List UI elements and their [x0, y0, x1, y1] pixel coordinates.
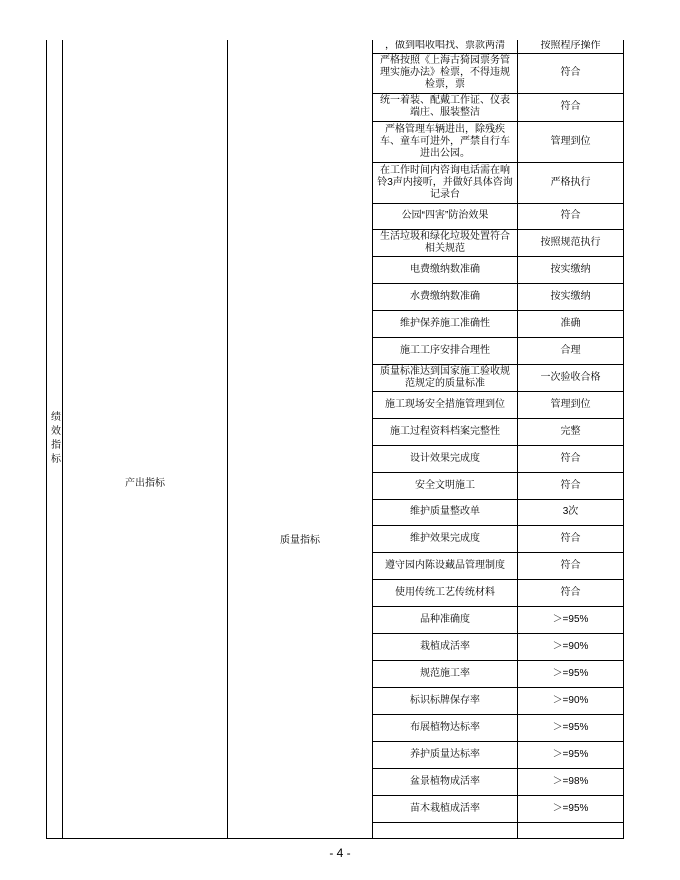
indicator-cell: 苗木栽植成活率 — [373, 795, 518, 822]
value-cell: ＞=95% — [518, 714, 624, 741]
indicator-cell: 使用传统工艺传统材料 — [373, 579, 518, 606]
indicator-cell: 安全文明施工 — [373, 472, 518, 499]
table-row — [47, 40, 624, 53]
indicator-cell: 统一着装、配戴工作证、仪表端庄、服装整洁 — [373, 93, 518, 121]
value-cell: 按照规范执行 — [518, 229, 624, 256]
value-cell: ＞=90% — [518, 687, 624, 714]
category-cell-quality — [228, 40, 373, 838]
indicator-cell: 规范施工率 — [373, 660, 518, 687]
quality-indicator-label: 质量指标 — [280, 535, 320, 547]
value-cell: 按照程序操作 — [518, 40, 624, 53]
indicator-cell: 严格管理车辆进出，除残疾车、童车可进外，严禁自行车进出公园。 — [373, 121, 518, 162]
value-cell — [518, 822, 624, 838]
indicator-cell: 电费缴纳数准确 — [373, 256, 518, 283]
value-cell: 管理到位 — [518, 121, 624, 162]
value-cell: ＞=95% — [518, 606, 624, 633]
indicator-cell: 标识标牌保存率 — [373, 687, 518, 714]
value-cell: 按实缴纳 — [518, 283, 624, 310]
value-cell: ＞=95% — [518, 660, 624, 687]
indicator-cell: ，做到唱收唱找、票款两清 — [373, 40, 518, 53]
value-cell: 符合 — [518, 203, 624, 229]
indicator-cell: 公园“四害”防治效果 — [373, 203, 518, 229]
indicator-cell: 水费缴纳数准确 — [373, 283, 518, 310]
category-cell-output — [63, 40, 228, 838]
indicator-cell: 栽植成活率 — [373, 633, 518, 660]
indicator-cell: 在工作时间内咨询电话需在响铃3声内接听，并做好具体咨询记录台 — [373, 162, 518, 203]
indicator-cell: 施工现场安全措施管理到位 — [373, 391, 518, 418]
value-cell: 完整 — [518, 418, 624, 445]
indicator-cell: 品种准确度 — [373, 606, 518, 633]
value-cell: 符合 — [518, 472, 624, 499]
indicator-cell: 施工过程资料档案完整性 — [373, 418, 518, 445]
indicator-cell: 布展植物达标率 — [373, 714, 518, 741]
value-cell: 3次 — [518, 499, 624, 525]
indicator-cell: 生活垃圾和绿化垃圾处置符合相关规范 — [373, 229, 518, 256]
indicator-cell: 施工工序安排合理性 — [373, 337, 518, 364]
value-cell: ＞=95% — [518, 795, 624, 822]
value-cell: 符合 — [518, 552, 624, 579]
indicator-cell: 盆景植物成活率 — [373, 768, 518, 795]
page-number: - 4 - — [329, 846, 351, 860]
value-cell: ＞=90% — [518, 633, 624, 660]
value-cell: 合理 — [518, 337, 624, 364]
indicator-cell: 维护保养施工准确性 — [373, 310, 518, 337]
indicator-cell: 严格按照《上海古猗园票务管理实施办法》检票，不得违规检票，票 — [373, 53, 518, 93]
indicator-cell — [373, 822, 518, 838]
category-cell-performance — [47, 40, 63, 838]
value-cell: 符合 — [518, 579, 624, 606]
value-cell: 准确 — [518, 310, 624, 337]
value-cell: ＞=98% — [518, 768, 624, 795]
value-cell: 一次验收合格 — [518, 364, 624, 391]
value-cell: 符合 — [518, 525, 624, 552]
indicator-cell: 遵守园内陈设藏品管理制度 — [373, 552, 518, 579]
indicator-cell: 质量标准达到国家施工验收规范规定的质量标准 — [373, 364, 518, 391]
value-cell: ＞=95% — [518, 741, 624, 768]
indicator-cell: 维护质量整改单 — [373, 499, 518, 525]
value-cell: 符合 — [518, 53, 624, 93]
indicator-cell: 养护质量达标率 — [373, 741, 518, 768]
performance-indicator-table — [46, 40, 624, 839]
value-cell: 管理到位 — [518, 391, 624, 418]
indicator-cell: 维护效果完成度 — [373, 525, 518, 552]
category-label: 绩效指标 — [51, 411, 61, 465]
value-cell: 符合 — [518, 93, 624, 121]
value-cell: 按实缴纳 — [518, 256, 624, 283]
value-cell: 符合 — [518, 445, 624, 472]
output-indicator-label: 产出指标 — [125, 477, 165, 489]
value-cell: 严格执行 — [518, 162, 624, 203]
indicator-cell: 设计效果完成度 — [373, 445, 518, 472]
